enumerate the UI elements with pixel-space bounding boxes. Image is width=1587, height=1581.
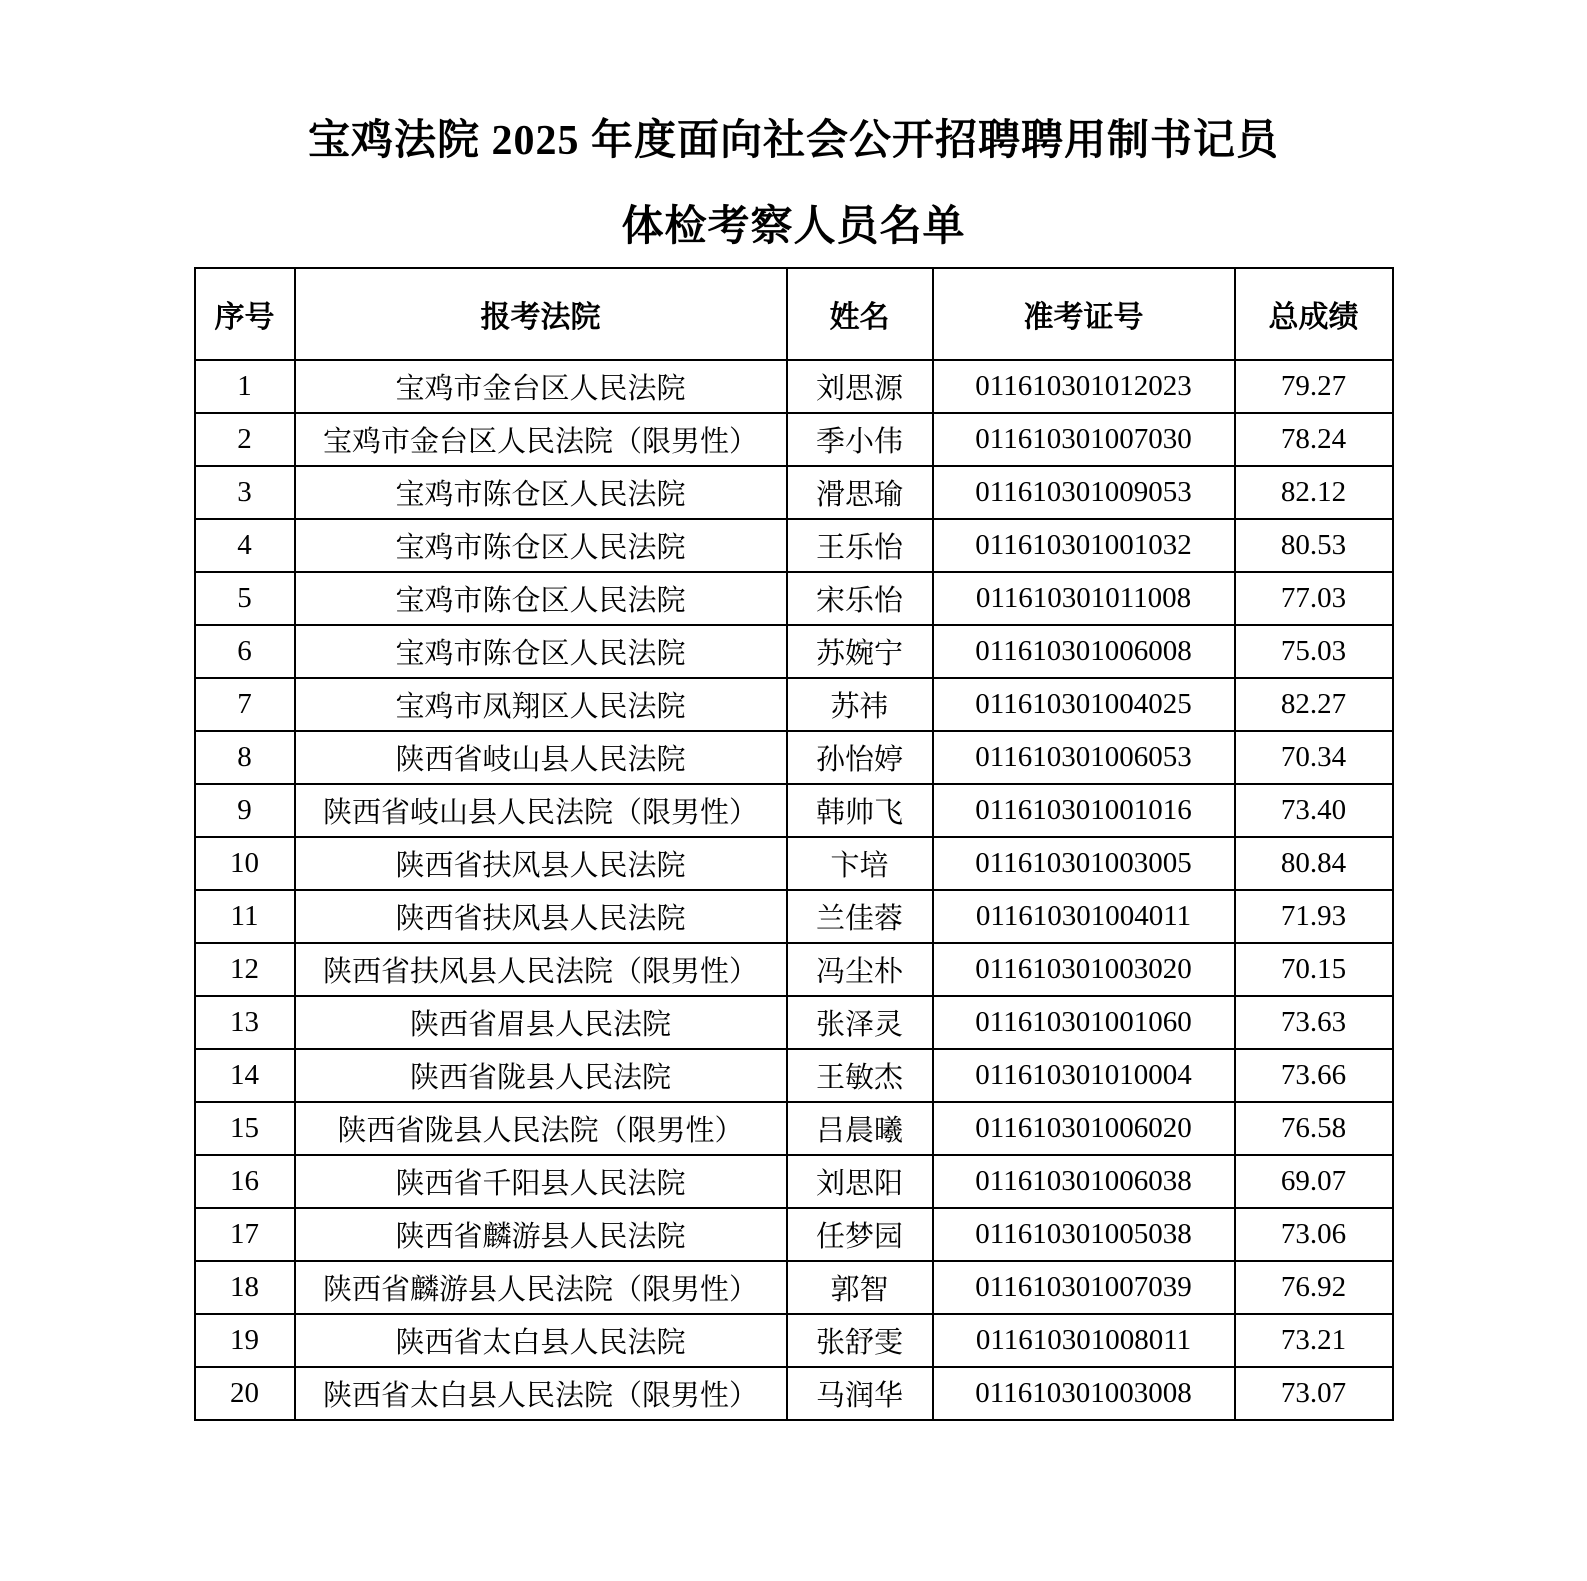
ticket-number-cell: 011610301001016 xyxy=(933,784,1235,837)
court-name-cell: 陕西省麟游县人民法院 xyxy=(295,1208,787,1261)
table-row xyxy=(195,784,1393,837)
court-name-cell: 宝鸡市陈仓区人民法院 xyxy=(295,572,787,625)
row-number-cell: 15 xyxy=(195,1102,295,1155)
ticket-number-cell: 011610301011008 xyxy=(933,572,1235,625)
court-name-cell: 陕西省千阳县人民法院 xyxy=(295,1155,787,1208)
total-score-cell: 78.24 xyxy=(1235,413,1393,466)
row-number-cell: 13 xyxy=(195,996,295,1049)
table-body xyxy=(195,360,1393,1420)
table-row xyxy=(195,1367,1393,1420)
row-number-cell: 7 xyxy=(195,678,295,731)
row-number-cell: 9 xyxy=(195,784,295,837)
ticket-number-cell: 011610301004011 xyxy=(933,890,1235,943)
total-score-cell: 69.07 xyxy=(1235,1155,1393,1208)
ticket-number-cell: 011610301003008 xyxy=(933,1367,1235,1420)
row-number-cell: 19 xyxy=(195,1314,295,1367)
candidate-name-cell: 刘思阳 xyxy=(787,1155,933,1208)
candidate-name-cell: 韩帅飞 xyxy=(787,784,933,837)
total-score-cell: 80.84 xyxy=(1235,837,1393,890)
table-row xyxy=(195,413,1393,466)
court-name-cell: 陕西省岐山县人民法院（限男性） xyxy=(295,784,787,837)
header-name: 姓名 xyxy=(787,268,933,360)
table-row xyxy=(195,678,1393,731)
total-score-cell: 76.92 xyxy=(1235,1261,1393,1314)
court-name-cell: 陕西省扶风县人民法院 xyxy=(295,837,787,890)
table-row xyxy=(195,1208,1393,1261)
court-name-cell: 宝鸡市凤翔区人民法院 xyxy=(295,678,787,731)
ticket-number-cell: 011610301005038 xyxy=(933,1208,1235,1261)
total-score-cell: 75.03 xyxy=(1235,625,1393,678)
total-score-cell: 76.58 xyxy=(1235,1102,1393,1155)
court-name-cell: 陕西省陇县人民法院（限男性） xyxy=(295,1102,787,1155)
ticket-number-cell: 011610301008011 xyxy=(933,1314,1235,1367)
court-name-cell: 陕西省扶风县人民法院 xyxy=(295,890,787,943)
table-row xyxy=(195,943,1393,996)
ticket-number-cell: 011610301010004 xyxy=(933,1049,1235,1102)
table-row xyxy=(195,1314,1393,1367)
total-score-cell: 82.27 xyxy=(1235,678,1393,731)
candidate-name-cell: 张泽灵 xyxy=(787,996,933,1049)
candidate-name-cell: 张舒雯 xyxy=(787,1314,933,1367)
ticket-number-cell: 011610301001060 xyxy=(933,996,1235,1049)
header-serial-number: 序号 xyxy=(195,268,295,360)
total-score-cell: 73.07 xyxy=(1235,1367,1393,1420)
total-score-cell: 82.12 xyxy=(1235,466,1393,519)
total-score-cell: 73.21 xyxy=(1235,1314,1393,1367)
ticket-number-cell: 011610301006038 xyxy=(933,1155,1235,1208)
court-name-cell: 陕西省陇县人民法院 xyxy=(295,1049,787,1102)
total-score-cell: 70.34 xyxy=(1235,731,1393,784)
ticket-number-cell: 011610301006020 xyxy=(933,1102,1235,1155)
table-row xyxy=(195,1155,1393,1208)
court-name-cell: 陕西省太白县人民法院（限男性） xyxy=(295,1367,787,1420)
row-number-cell: 10 xyxy=(195,837,295,890)
table-row xyxy=(195,731,1393,784)
ticket-number-cell: 011610301006053 xyxy=(933,731,1235,784)
candidate-name-cell: 冯尘朴 xyxy=(787,943,933,996)
candidate-name-cell: 孙怡婷 xyxy=(787,731,933,784)
court-name-cell: 宝鸡市金台区人民法院（限男性） xyxy=(295,413,787,466)
row-number-cell: 6 xyxy=(195,625,295,678)
court-name-cell: 宝鸡市陈仓区人民法院 xyxy=(295,625,787,678)
candidate-name-cell: 季小伟 xyxy=(787,413,933,466)
table-row xyxy=(195,890,1393,943)
header-ticket-number: 准考证号 xyxy=(933,268,1235,360)
total-score-cell: 73.40 xyxy=(1235,784,1393,837)
table-row xyxy=(195,572,1393,625)
candidate-name-cell: 苏婉宁 xyxy=(787,625,933,678)
table-row xyxy=(195,996,1393,1049)
candidate-name-cell: 郭智 xyxy=(787,1261,933,1314)
candidate-name-cell: 王敏杰 xyxy=(787,1049,933,1102)
table-row xyxy=(195,519,1393,572)
candidate-name-cell: 卞培 xyxy=(787,837,933,890)
ticket-number-cell: 011610301009053 xyxy=(933,466,1235,519)
court-name-cell: 陕西省岐山县人民法院 xyxy=(295,731,787,784)
row-number-cell: 2 xyxy=(195,413,295,466)
candidate-name-cell: 兰佳蓉 xyxy=(787,890,933,943)
candidate-name-cell: 王乐怡 xyxy=(787,519,933,572)
ticket-number-cell: 011610301001032 xyxy=(933,519,1235,572)
total-score-cell: 79.27 xyxy=(1235,360,1393,413)
table-row xyxy=(195,837,1393,890)
total-score-cell: 73.63 xyxy=(1235,996,1393,1049)
table-row xyxy=(195,1102,1393,1155)
table-header-row xyxy=(195,268,1393,360)
row-number-cell: 8 xyxy=(195,731,295,784)
row-number-cell: 11 xyxy=(195,890,295,943)
candidate-name-cell: 刘思源 xyxy=(787,360,933,413)
total-score-cell: 80.53 xyxy=(1235,519,1393,572)
ticket-number-cell: 011610301004025 xyxy=(933,678,1235,731)
table-row xyxy=(195,625,1393,678)
row-number-cell: 17 xyxy=(195,1208,295,1261)
candidate-name-cell: 马润华 xyxy=(787,1367,933,1420)
table-row xyxy=(195,1049,1393,1102)
total-score-cell: 77.03 xyxy=(1235,572,1393,625)
total-score-cell: 73.66 xyxy=(1235,1049,1393,1102)
row-number-cell: 16 xyxy=(195,1155,295,1208)
row-number-cell: 4 xyxy=(195,519,295,572)
table-row xyxy=(195,1261,1393,1314)
header-total-score: 总成绩 xyxy=(1235,268,1393,360)
header-court: 报考法院 xyxy=(295,268,787,360)
court-name-cell: 陕西省扶风县人民法院（限男性） xyxy=(295,943,787,996)
candidates-table xyxy=(194,267,1394,1421)
candidate-name-cell: 吕晨曦 xyxy=(787,1102,933,1155)
ticket-number-cell: 011610301006008 xyxy=(933,625,1235,678)
candidate-name-cell: 任梦园 xyxy=(787,1208,933,1261)
row-number-cell: 3 xyxy=(195,466,295,519)
court-name-cell: 宝鸡市陈仓区人民法院 xyxy=(295,519,787,572)
candidate-name-cell: 滑思瑜 xyxy=(787,466,933,519)
court-name-cell: 陕西省麟游县人民法院（限男性） xyxy=(295,1261,787,1314)
row-number-cell: 18 xyxy=(195,1261,295,1314)
ticket-number-cell: 011610301003005 xyxy=(933,837,1235,890)
court-name-cell: 宝鸡市陈仓区人民法院 xyxy=(295,466,787,519)
row-number-cell: 5 xyxy=(195,572,295,625)
ticket-number-cell: 011610301007030 xyxy=(933,413,1235,466)
row-number-cell: 12 xyxy=(195,943,295,996)
candidate-name-cell: 苏祎 xyxy=(787,678,933,731)
row-number-cell: 1 xyxy=(195,360,295,413)
row-number-cell: 14 xyxy=(195,1049,295,1102)
document-title-line2: 体检考察人员名单 xyxy=(621,204,966,251)
total-score-cell: 70.15 xyxy=(1235,943,1393,996)
ticket-number-cell: 011610301012023 xyxy=(933,360,1235,413)
court-name-cell: 陕西省太白县人民法院 xyxy=(295,1314,787,1367)
table-row xyxy=(195,360,1393,413)
court-name-cell: 宝鸡市金台区人民法院 xyxy=(295,360,787,413)
candidate-name-cell: 宋乐怡 xyxy=(787,572,933,625)
row-number-cell: 20 xyxy=(195,1367,295,1420)
document-title-line1: 宝鸡法院 2025 年度面向社会公开招聘聘用制书记员 xyxy=(307,118,1279,164)
ticket-number-cell: 011610301003020 xyxy=(933,943,1235,996)
table-row xyxy=(195,466,1393,519)
total-score-cell: 73.06 xyxy=(1235,1208,1393,1261)
ticket-number-cell: 011610301007039 xyxy=(933,1261,1235,1314)
court-name-cell: 陕西省眉县人民法院 xyxy=(295,996,787,1049)
total-score-cell: 71.93 xyxy=(1235,890,1393,943)
